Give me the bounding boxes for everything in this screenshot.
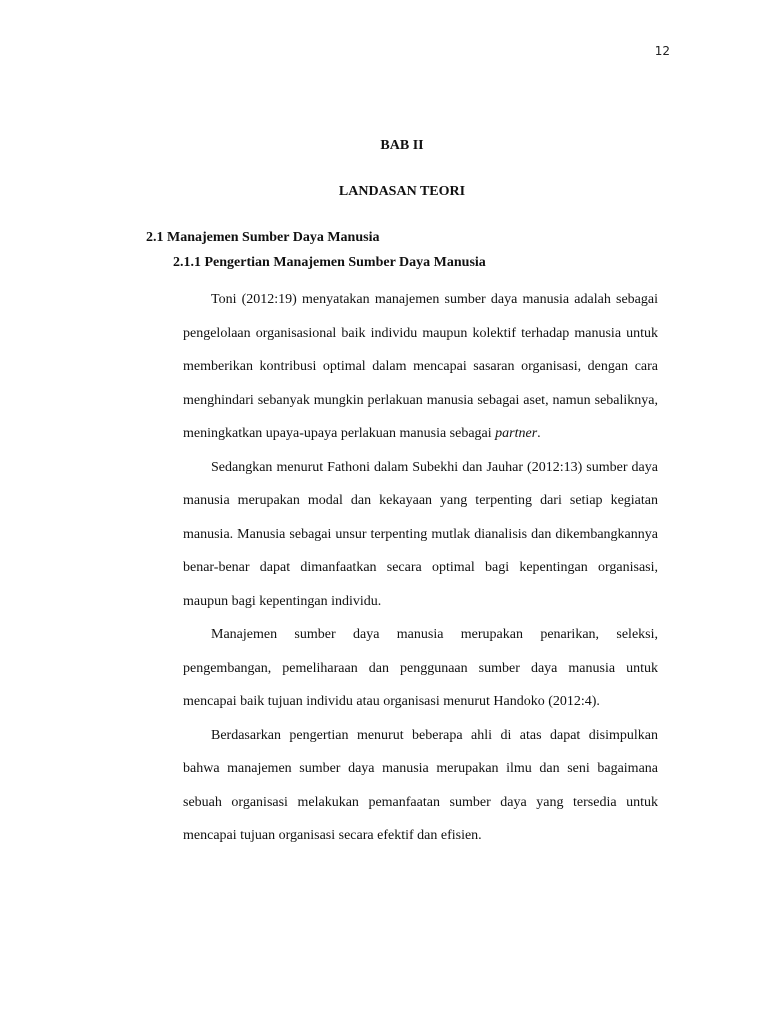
- paragraph-1-text: Toni (2012:19) menyatakan manajemen sumber daya manusia adalah sebagai pengelolaan organisasional baik individu maupun kolektif terhadap manusia untuk memberikan kontribusi optimal dalam mencapai sasaran organisasi, dengan cara menghindari sebanyak mungkin perlakuan manusia sebagai aset, namun sebaliknya, meningkatkan upaya-upaya perlakuan manusia sebagai: [183, 292, 658, 441]
- subsection-heading: 2.1.1 Pengertian Manajemen Sumber Daya Manusia: [173, 255, 486, 270]
- paragraph-1: [183, 283, 658, 451]
- paragraph-3: Manajemen sumber daya manusia merupakan penarikan, seleksi, pengembangan, pemeliharaan dan penggunaan sumber daya manusia untuk mencapai baik tujuan individu atau organisasi menurut Handoko (2012:4).: [183, 627, 658, 709]
- paragraph-1-end: .: [537, 426, 541, 441]
- page-number: 12: [654, 44, 670, 58]
- body-text: [183, 283, 658, 853]
- chapter-heading: BAB II: [380, 138, 424, 153]
- chapter-title: LANDASAN TEORI: [338, 184, 466, 199]
- section-heading: 2.1 Manajemen Sumber Daya Manusia: [146, 230, 380, 245]
- paragraph-2: Sedangkan menurut Fathoni dalam Subekhi dan Jauhar (2012:13) sumber daya manusia merupakan modal dan kekayaan yang terpenting dari setiap kegiatan manusia. Manusia sebagai unsur terpenting mutlak dianalisis dan dikembangkannya benar-benar dapat dimanfaatkan secara optimal bagi kepentingan organisasi, maupun bagi kepentingan individu.: [183, 459, 658, 609]
- paragraph-4: Berdasarkan pengertian menurut beberapa ahli di atas dapat disimpulkan bahwa manajemen sumber daya manusia merupakan ilmu dan seni bagaimana sebuah organisasi melakukan pemanfaatan sumber daya yang tersedia untuk mencapai tujuan organisasi secara efektif dan efisien.: [183, 727, 658, 843]
- paragraph-1-italic: partner: [495, 426, 538, 441]
